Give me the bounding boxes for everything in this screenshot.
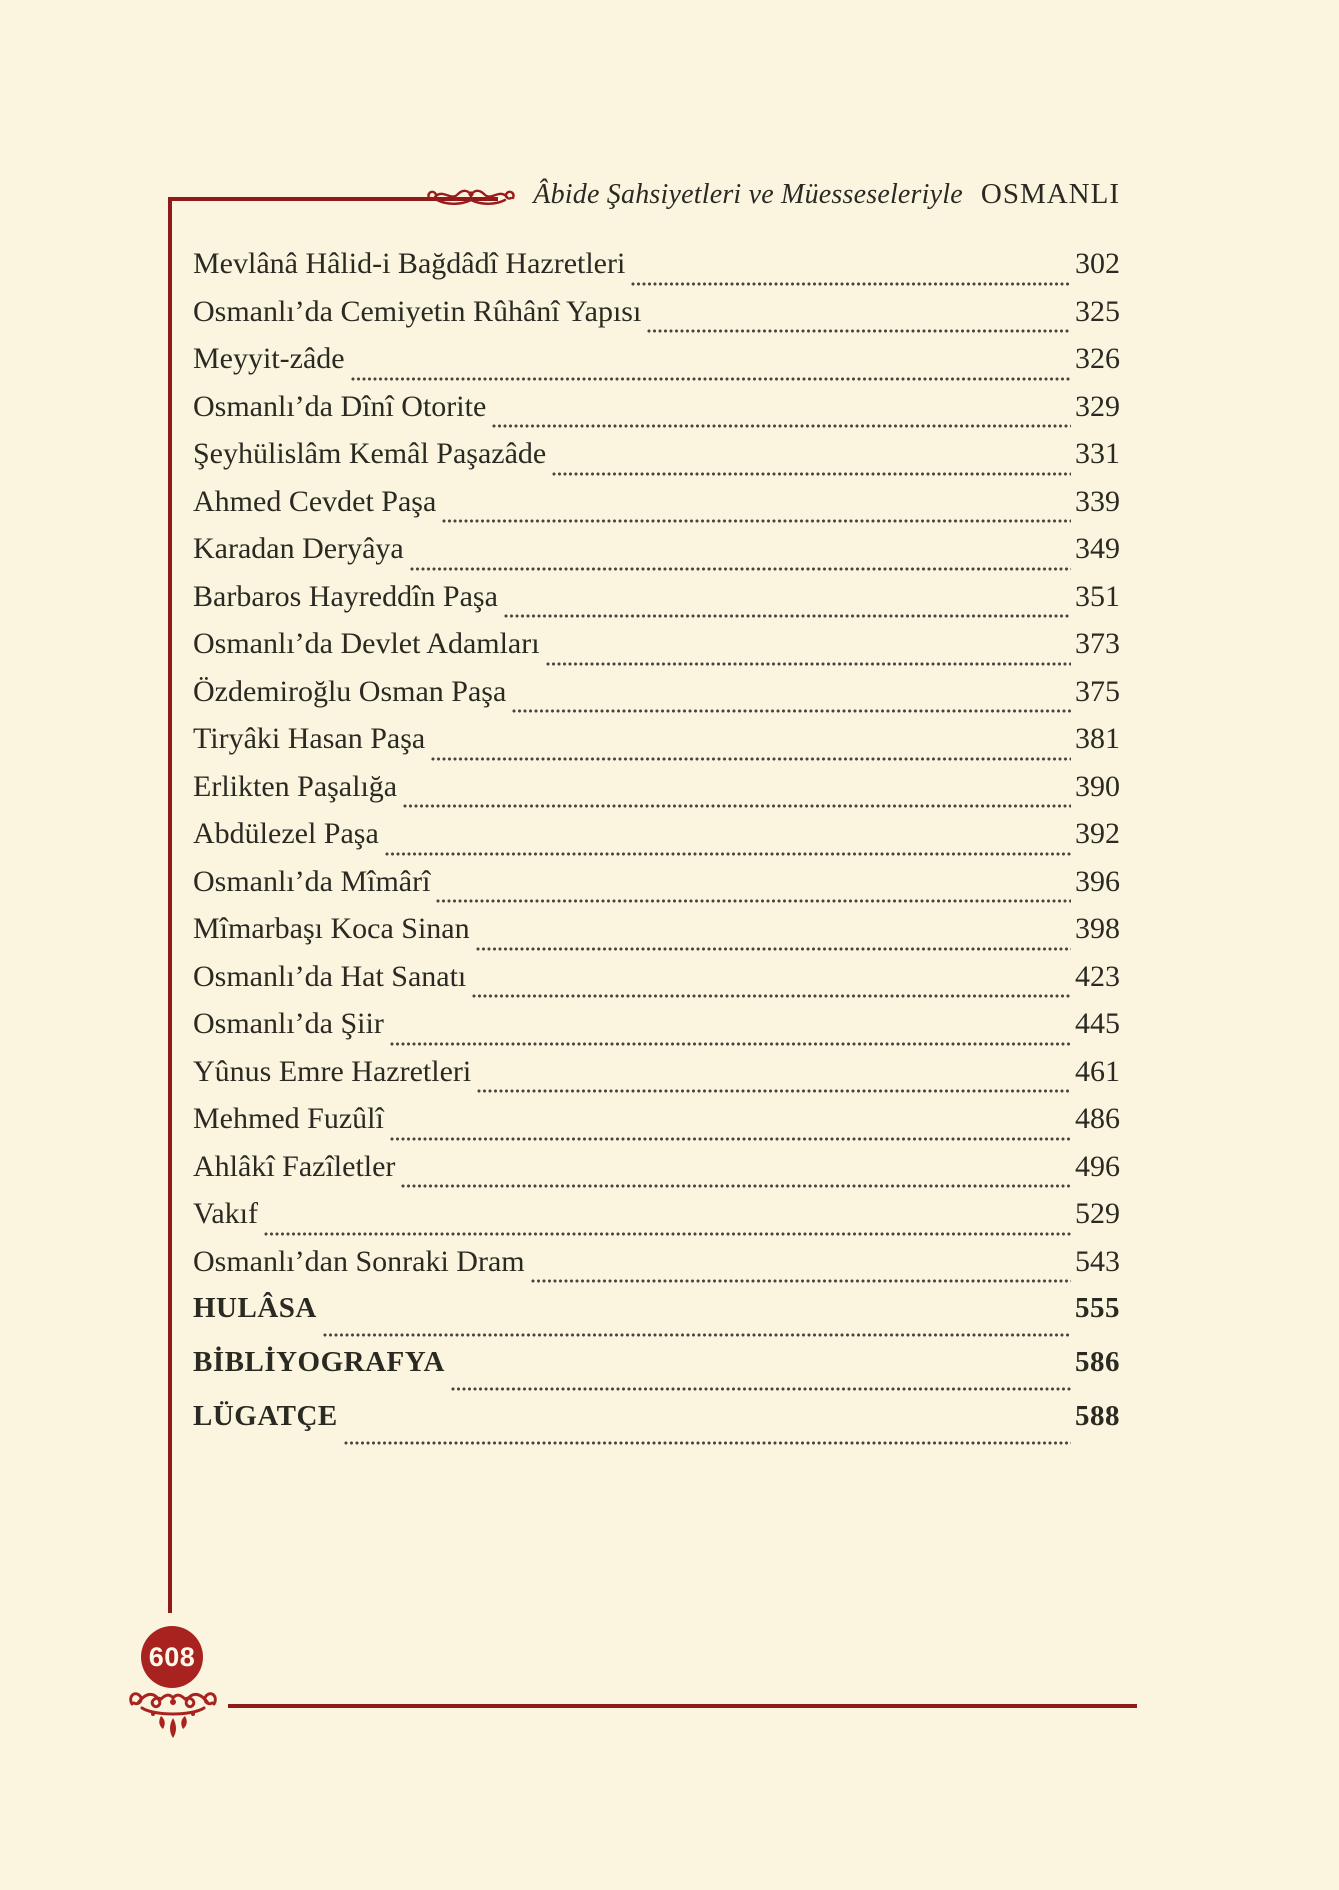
book-title-main: OSMANLI	[980, 178, 1120, 210]
toc-entry-page: 302	[1075, 247, 1120, 280]
dotted-leader	[476, 947, 1071, 951]
toc-entry-title: Osmanlı’da Dînî Otorite	[193, 389, 487, 423]
dotted-leader	[546, 662, 1071, 666]
toc-entry	[193, 1055, 1120, 1103]
toc-entry	[193, 532, 1120, 580]
bottom-border-line	[228, 1704, 1137, 1708]
toc-entry-page: 423	[1075, 959, 1120, 993]
toc-entry-title: Karadan Deryâya	[193, 532, 404, 565]
dotted-leader	[436, 899, 1071, 903]
toc-entry-page: 390	[1075, 769, 1120, 803]
toc-entry-title: Osmanlı’da Mîmârî	[193, 864, 431, 898]
toc-entry	[193, 1400, 1120, 1454]
toc-entry-page: 331	[1075, 437, 1120, 470]
toc-entry	[193, 722, 1120, 770]
toc-entry	[193, 912, 1120, 960]
toc-entry	[193, 960, 1120, 1008]
dotted-leader	[401, 1184, 1071, 1188]
toc-entry	[193, 675, 1120, 723]
dotted-leader	[492, 424, 1071, 428]
page-header	[510, 178, 1120, 211]
toc-entry-page: 329	[1075, 389, 1120, 423]
dotted-leader	[472, 994, 1071, 998]
toc-entry-title: Tiryâki Hasan Paşa	[193, 722, 426, 755]
toc-entry	[193, 1102, 1120, 1150]
left-border-line	[168, 197, 172, 1613]
toc-entry-title: Özdemiroğlu Osman Paşa	[193, 674, 507, 708]
toc-entry-title: Vakıf	[193, 1197, 258, 1230]
toc-entry	[193, 485, 1120, 533]
toc-entry-page: 588	[1075, 1400, 1120, 1432]
toc-entry-title: Osmanlı’da Devlet Adamları	[193, 627, 540, 660]
toc-entry-page: 398	[1075, 912, 1120, 945]
toc-entry-title: LÜGATÇE	[193, 1400, 338, 1432]
dotted-leader	[631, 282, 1071, 286]
toc-entry-page: 339	[1075, 484, 1120, 518]
toc-entry-page: 486	[1075, 1102, 1120, 1135]
toc-entry	[193, 295, 1120, 343]
toc-entry	[193, 1007, 1120, 1055]
dotted-leader	[431, 757, 1071, 761]
toc-entry-title: Mevlânâ Hâlid-i Bağdâdî Hazretleri	[193, 247, 626, 280]
dotted-leader	[442, 519, 1071, 523]
table-of-contents	[193, 247, 1120, 1454]
toc-entry-page: 392	[1075, 817, 1120, 850]
toc-entry-title: Abdülezel Paşa	[193, 817, 379, 850]
toc-entry-title: BİBLİYOGRAFYA	[193, 1346, 445, 1378]
toc-entry-title: Barbaros Hayreddîn Paşa	[193, 579, 498, 613]
toc-entry-title: Ahmed Cevdet Paşa	[193, 484, 437, 518]
dotted-leader	[531, 1279, 1071, 1283]
toc-entry-page: 351	[1075, 579, 1120, 613]
toc-entry-page: 555	[1075, 1292, 1120, 1324]
toc-entry-page: 529	[1075, 1197, 1120, 1230]
dotted-leader	[477, 1089, 1071, 1093]
dotted-leader	[512, 709, 1071, 713]
dotted-leader	[351, 377, 1071, 381]
toc-entry-page: 543	[1075, 1244, 1120, 1278]
toc-entry-page: 375	[1075, 674, 1120, 708]
toc-entry-page: 381	[1075, 722, 1120, 755]
dotted-leader	[264, 1232, 1071, 1236]
toc-entry-page: 326	[1075, 342, 1120, 375]
dotted-leader	[451, 1387, 1071, 1391]
header-ornament-icon	[425, 184, 517, 210]
toc-entry	[193, 627, 1120, 675]
toc-entry	[193, 390, 1120, 438]
dotted-leader	[410, 567, 1071, 571]
toc-entry	[193, 770, 1120, 818]
dotted-leader	[647, 329, 1071, 333]
dotted-leader	[552, 472, 1071, 476]
toc-entry	[193, 342, 1120, 390]
toc-entry-page: 496	[1075, 1149, 1120, 1183]
toc-entry-title: Şeyhülislâm Kemâl Paşazâde	[193, 437, 547, 470]
toc-entry	[193, 1197, 1120, 1245]
toc-entry-title: Meyyit-zâde	[193, 342, 345, 375]
toc-entry-page: 325	[1075, 294, 1120, 328]
toc-entry	[193, 580, 1120, 628]
dotted-leader	[344, 1441, 1071, 1445]
toc-entry-title: HULÂSA	[193, 1292, 317, 1324]
toc-entry	[193, 247, 1120, 295]
toc-entry-page: 461	[1075, 1054, 1120, 1088]
toc-entry	[193, 437, 1120, 485]
toc-entry-title: Yûnus Emre Hazretleri	[193, 1054, 472, 1088]
footer-flourish-icon	[126, 1688, 220, 1742]
toc-entry-title: Mehmed Fuzûlî	[193, 1102, 384, 1135]
toc-entry	[193, 1346, 1120, 1400]
book-title-subtitle: Âbide Şahsiyetleri ve Müesseseleriyle	[533, 178, 963, 210]
page-number-badge	[141, 1626, 203, 1688]
toc-entry	[193, 1150, 1120, 1198]
dotted-leader	[323, 1333, 1071, 1337]
page-number: 608	[148, 1641, 196, 1672]
toc-entry-title: Mîmarbaşı Koca Sinan	[193, 912, 470, 945]
toc-entry	[193, 817, 1120, 865]
toc-entry-title: Osmanlı’dan Sonraki Dram	[193, 1244, 525, 1278]
toc-entry	[193, 865, 1120, 913]
toc-entry-page: 373	[1075, 627, 1120, 660]
toc-entry	[193, 1245, 1120, 1293]
dotted-leader	[385, 852, 1071, 856]
toc-entry-title: Osmanlı’da Şiir	[193, 1007, 384, 1040]
dotted-leader	[403, 804, 1071, 808]
toc-entry-title: Ahlâkî Fazîletler	[193, 1149, 396, 1183]
toc-entry-page: 396	[1075, 864, 1120, 898]
toc-entry-page: 586	[1075, 1346, 1120, 1378]
toc-entry-page: 349	[1075, 532, 1120, 565]
toc-entry	[193, 1292, 1120, 1346]
toc-entry-title: Erlikten Paşalığa	[193, 769, 398, 803]
toc-entry-page: 445	[1075, 1007, 1120, 1040]
toc-entry-title: Osmanlı’da Cemiyetin Rûhânî Yapısı	[193, 294, 642, 328]
dotted-leader	[390, 1042, 1071, 1046]
toc-entry-title: Osmanlı’da Hat Sanatı	[193, 959, 467, 993]
dotted-leader	[390, 1137, 1071, 1141]
dotted-leader	[504, 614, 1071, 618]
